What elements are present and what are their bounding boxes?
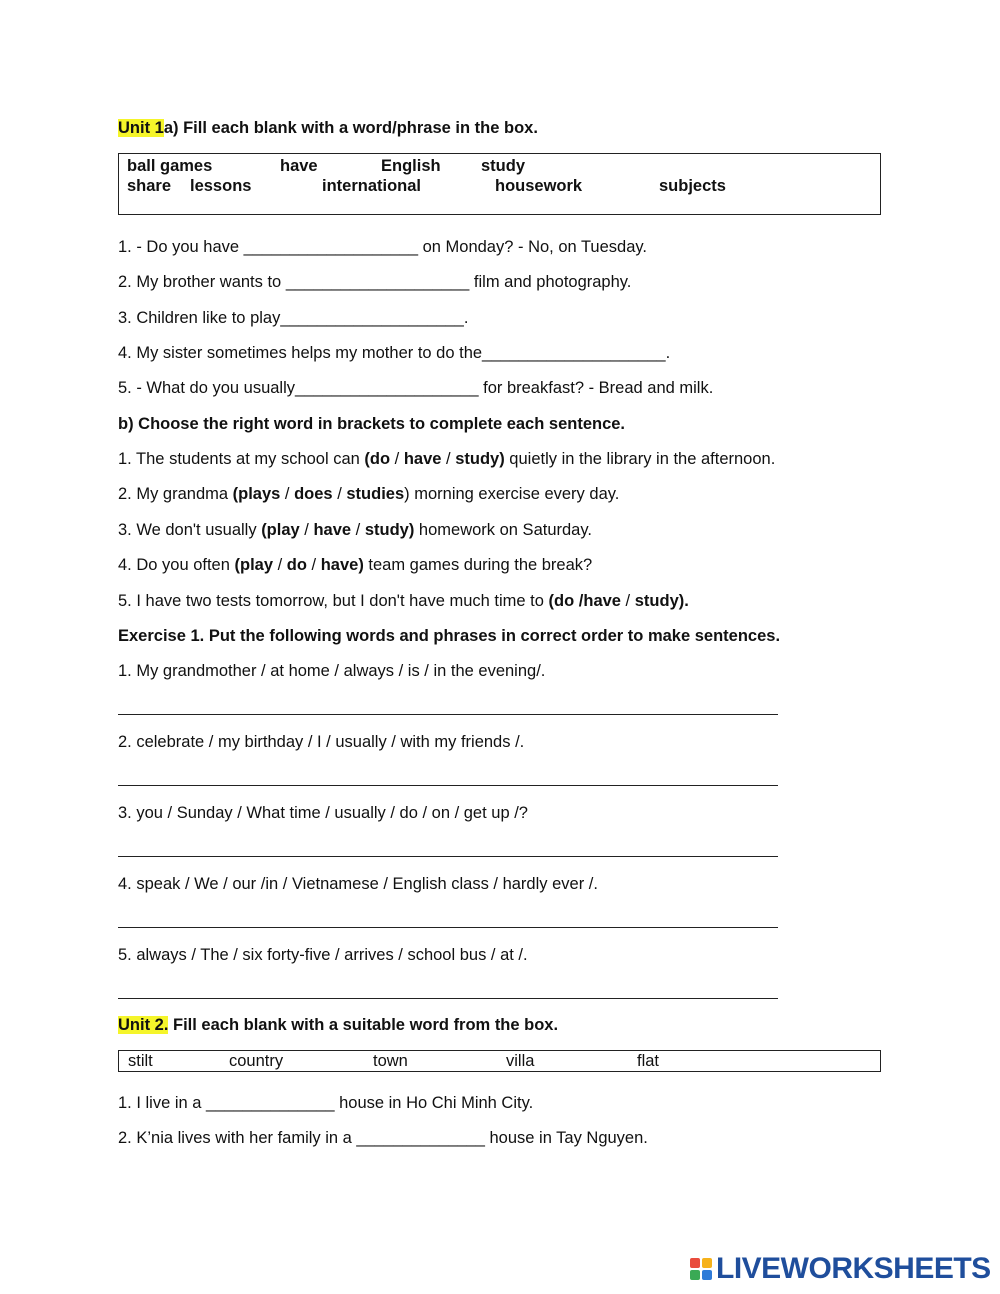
liveworksheets-logo[interactable] <box>690 1252 991 1286</box>
word-box-item: villa <box>506 1052 535 1070</box>
unit2-question: 2. K’nia lives with her family in a ______________ house in Tay Nguyen. <box>118 1129 648 1147</box>
exercise1-question: 5. always / The / six forty-five / arrives / school bus / at /. <box>118 946 528 964</box>
part-b-question: 5. I have two tests tomorrow, but I don't have much time to (do /have / study). <box>118 592 689 610</box>
exercise1-heading: Exercise 1. Put the following words and phrases in correct order to make sentences. <box>118 627 781 645</box>
exercise1-question: 4. speak / We / our /in / Vietnamese / English class / hardly ever /. <box>118 875 598 893</box>
unit1-word-box <box>118 153 881 215</box>
word-box-item: housework <box>495 177 583 195</box>
answer-line[interactable] <box>118 714 778 715</box>
exercise1-question: 3. you / Sunday / What time / usually / do / on / get up /? <box>118 804 528 822</box>
unit1-question: 4. My sister sometimes helps my mother to do the____________________. <box>118 344 671 362</box>
unit1-heading <box>118 118 538 138</box>
unit1-question: 2. My brother wants to ____________________ film and photography. <box>118 273 632 291</box>
unit1-instruction: a) Fill each blank with a word/phrase in the box. <box>163 119 538 137</box>
unit2-heading <box>118 1015 558 1035</box>
part-b-question: 3. We don't usually (play / have / study) homework on Saturday. <box>118 521 592 539</box>
answer-line[interactable] <box>118 856 778 857</box>
word-box-item: have <box>280 157 318 175</box>
word-box-item: flat <box>637 1052 660 1070</box>
word-box-item: country <box>229 1052 284 1070</box>
unit1-tag: Unit 1 <box>118 119 164 137</box>
unit2-question: 1. I live in a ______________ house in Ho Chi Minh City. <box>118 1094 534 1112</box>
word-box-item: subjects <box>659 177 726 195</box>
answer-line[interactable] <box>118 785 778 786</box>
word-box-item: ball games <box>127 157 213 175</box>
answer-line[interactable] <box>118 998 778 999</box>
answer-line[interactable] <box>118 927 778 928</box>
word-box-item: study <box>481 157 526 175</box>
unit2-word-box <box>118 1050 881 1072</box>
part-b-question: 1. The students at my school can (do / have / study) quietly in the library in the afternoon. <box>118 450 776 468</box>
unit1-question: 5. - What do you usually____________________ for breakfast? - Bread and milk. <box>118 379 714 397</box>
part-b-question: 2. My grandma (plays / does / studies) morning exercise every day. <box>118 485 620 503</box>
part-b-heading: b) Choose the right word in brackets to complete each sentence. <box>118 415 626 433</box>
unit2-instruction: Fill each blank with a suitable word from the box. <box>168 1016 559 1034</box>
logo-text: LIVEWORKSHEETS <box>716 1252 991 1285</box>
word-box-item: stilt <box>128 1052 153 1070</box>
exercise1-question: 2. celebrate / my birthday / I / usually / with my friends /. <box>118 733 525 751</box>
word-box-item: share <box>127 177 172 195</box>
unit2-tag: Unit 2. <box>118 1016 169 1034</box>
unit1-question: 1. - Do you have ___________________ on Monday? - No, on Tuesday. <box>118 238 647 256</box>
unit1-question: 3. Children like to play____________________. <box>118 309 469 327</box>
part-b-question: 4. Do you often (play / do / have) team games during the break? <box>118 556 593 574</box>
exercise1-question: 1. My grandmother / at home / always / is / in the evening/. <box>118 662 546 680</box>
word-box-item: town <box>373 1052 408 1070</box>
liveworksheets-logo-icon <box>690 1258 712 1280</box>
word-box-item: lessons <box>190 177 252 195</box>
word-box-item: English <box>381 157 441 175</box>
word-box-item: international <box>322 177 422 195</box>
